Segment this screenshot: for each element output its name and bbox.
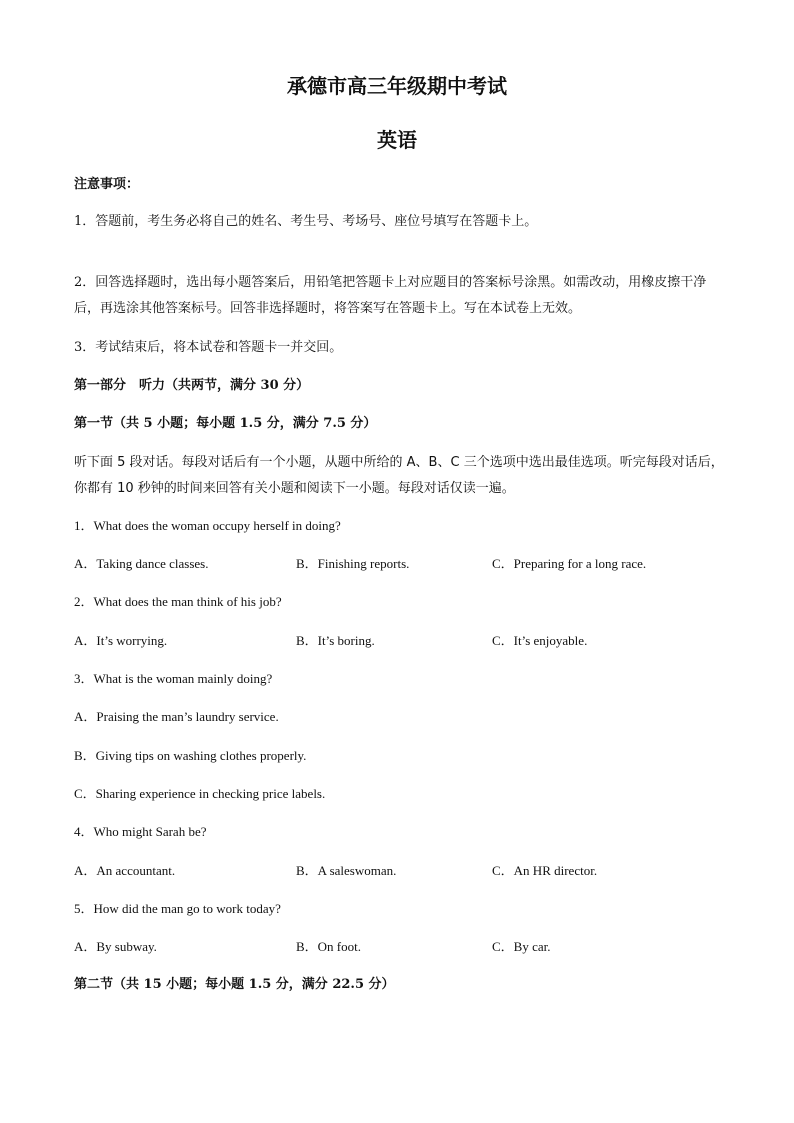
question-3: 3．What is the woman mainly doing? [74,671,273,686]
notice-item-1: 1．答题前，考生务必将自己的姓名、考生号、考场号、座位号填写在答题卡上。 [74,214,538,229]
q3-option-b: B．Giving tips on washing clothes properly. [74,748,307,763]
question-2: 2．What does the man think of his job? [74,594,282,609]
exam-title: 承德市高三年级期中考试 [287,74,507,98]
question-5: 5．How did the man go to work today? [74,901,281,916]
section1-instructions: 听下面 5 段对话。每段对话后有一个小题，从题中所给的 A、B、C 三个选项中选出最佳选项。听完每段对话后，你都有 10 秒钟的时间来回答有关小题和阅读下一小题。每段对话仅读一遍。 [74,455,724,496]
q3-option-a: A．Praising the man’s laundry service. [74,709,279,724]
q2-option-c: C．It’s enjoyable. [492,633,588,648]
q2-option-a: A．It’s worrying. [74,633,168,648]
notice-item-3: 3．考试结束后，将本试卷和答题卡一并交回。 [74,340,343,355]
q5-option-c: C．By car. [492,939,551,954]
section2-heading: 第二节（共 15 小题；每小题 1.5 分，满分 22.5 分） [74,977,395,992]
q3-option-c: C．Sharing experience in checking price labels. [74,786,326,801]
q1-option-a: A．Taking dance classes. [74,556,209,571]
part1-heading: 第一部分 听力（共两节，满分 30 分） [74,378,310,393]
q2-option-b: B．It’s boring. [296,633,375,648]
section1-heading: 第一节（共 5 小题；每小题 1.5 分，满分 7.5 分） [74,416,377,431]
q4-option-a: A．An accountant. [74,863,176,878]
q5-option-b: B．On foot. [296,939,362,954]
notice-heading: 注意事项： [74,177,140,192]
question-4: 4．Who might Sarah be? [74,824,207,839]
q1-option-c: C．Preparing for a long race. [492,556,647,571]
q5-option-a: A．By subway. [74,939,157,954]
exam-subject: 英语 [377,128,417,152]
q4-option-b: B．A saleswoman. [296,863,397,878]
notice-item-2: 2．回答选择题时，选出每小题答案后，用铅笔把答题卡上对应题目的答案标号涂黑。如需改动，用橡皮擦干净后，再选涂其他答案标号。回答非选择题时，将答案写在答题卡上。写在本试卷上无效。 [74,275,707,316]
q1-option-b: B．Finishing reports. [296,556,410,571]
question-1: 1．What does the woman occupy herself in doing? [74,518,341,533]
q4-option-c: C．An HR director. [492,863,598,878]
